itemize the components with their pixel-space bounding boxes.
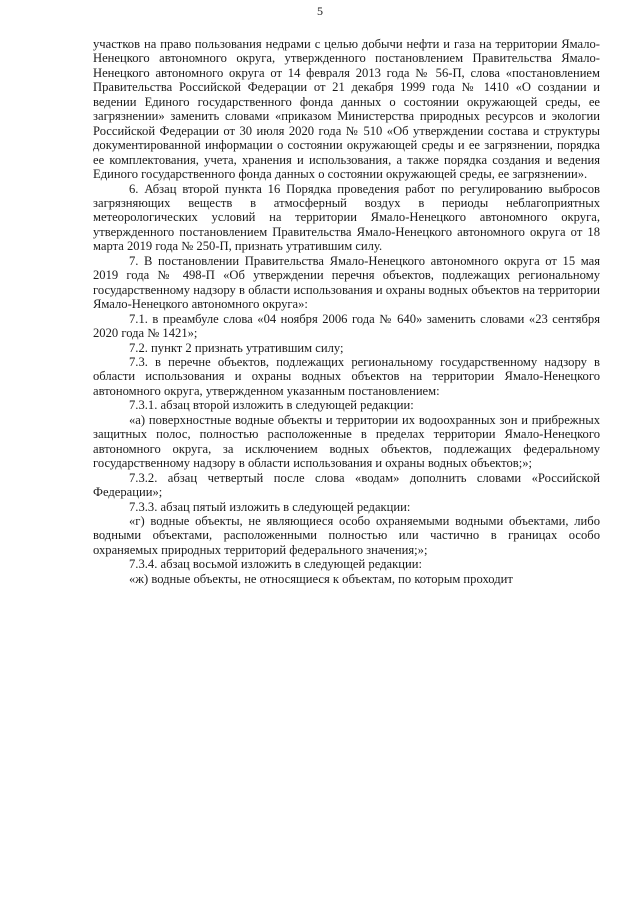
page-number: 5 <box>317 4 323 18</box>
paragraph-item-7-1: 7.1. в преамбуле слова «04 ноября 2006 года № 640» заменить словами «23 сентября 2020 года № 1421»; <box>93 311 600 341</box>
paragraph-continuation: участков на право пользования недрами с целью добычи нефти и газа на территории Ямало-Ненецкого автономного округа, утвержденного постановлением Правительства Ямало-Ненецкого автономного округа от 14 февраля 2013 года № 56-П, слова «постановлением Правительства Российской Федерации от 21 декабря 1999 года № 1410 «О создании и ведении Единого государственного фонда данных о состоянии окружающей среды, ее загрязнении» заменить словами «приказом Министерства природных ресурсов и экологии Российской Федерации от 30 июля 2020 года № 510 «Об утверждении состава и структуры документированной информации о состоянии окружающей среды и ее загрязнении, порядка ее комплектования, учета, хранения и использования, а также порядка создания и ведения Единого государственного фонда данных о состоянии окружающей среды, ее загрязнении». <box>93 37 600 182</box>
paragraph-item-7-3-2: 7.3.2. абзац четвертый после слова «водам» дополнить словами «Российской Федерации»; <box>93 470 600 500</box>
paragraph-item-7: 7. В постановлении Правительства Ямало-Ненецкого автономного округа от 15 мая 2019 года № 498-П «Об утверждении перечня объектов, подлежащих региональному государственному надзору в области использования и охраны водных объектов на территории Ямало-Ненецкого автономного округа»: <box>93 253 600 312</box>
document-body <box>93 37 600 586</box>
paragraph-subitem-zh: «ж) водные объекты, не относящиеся к объектам, по которым проходит <box>129 571 513 586</box>
paragraph-item-6: 6. Абзац второй пункта 16 Порядка проведения работ по регулированию выбросов загрязняющих веществ в атмосферный воздух в периоды неблагоприятных метеорологических условий на территории Ямало-Ненецкого автономного округа, утвержденного постановлением Правительства Ямало-Ненецкого автономного округа от 18 марта 2019 года № 250-П, признать утратившим силу. <box>93 181 600 254</box>
paragraph-subitem-a: «а) поверхностные водные объекты и территории их водоохранных зон и прибрежных защитных полос, полностью расположенные в пределах территории Ямало-Ненецкого автономного округа, за исключением водных объектов, подлежащих федеральному государственному надзору в области использования и охраны водных объектов;»; <box>93 412 600 471</box>
paragraph-item-7-3-1: 7.3.1. абзац второй изложить в следующей редакции: <box>129 398 414 413</box>
paragraph-item-7-3-4: 7.3.4. абзац восьмой изложить в следующей редакции: <box>129 557 422 572</box>
paragraph-item-7-2: 7.2. пункт 2 признать утратившим силу; <box>129 340 344 355</box>
paragraph-item-7-3-3: 7.3.3. абзац пятый изложить в следующей редакции: <box>129 499 411 514</box>
paragraph-item-7-3: 7.3. в перечне объектов, подлежащих региональному государственному надзору в области использования и охраны водных объектов на территории Ямало-Ненецкого автономного округа, утвержденном указанным постановлением: <box>93 354 600 398</box>
paragraph-subitem-g: «г) водные объекты, не являющиеся особо охраняемыми водными объектами, либо водными объектами, расположенными полностью или частично в границах особо охраняемых природных территорий федерального значения;»; <box>93 513 600 557</box>
